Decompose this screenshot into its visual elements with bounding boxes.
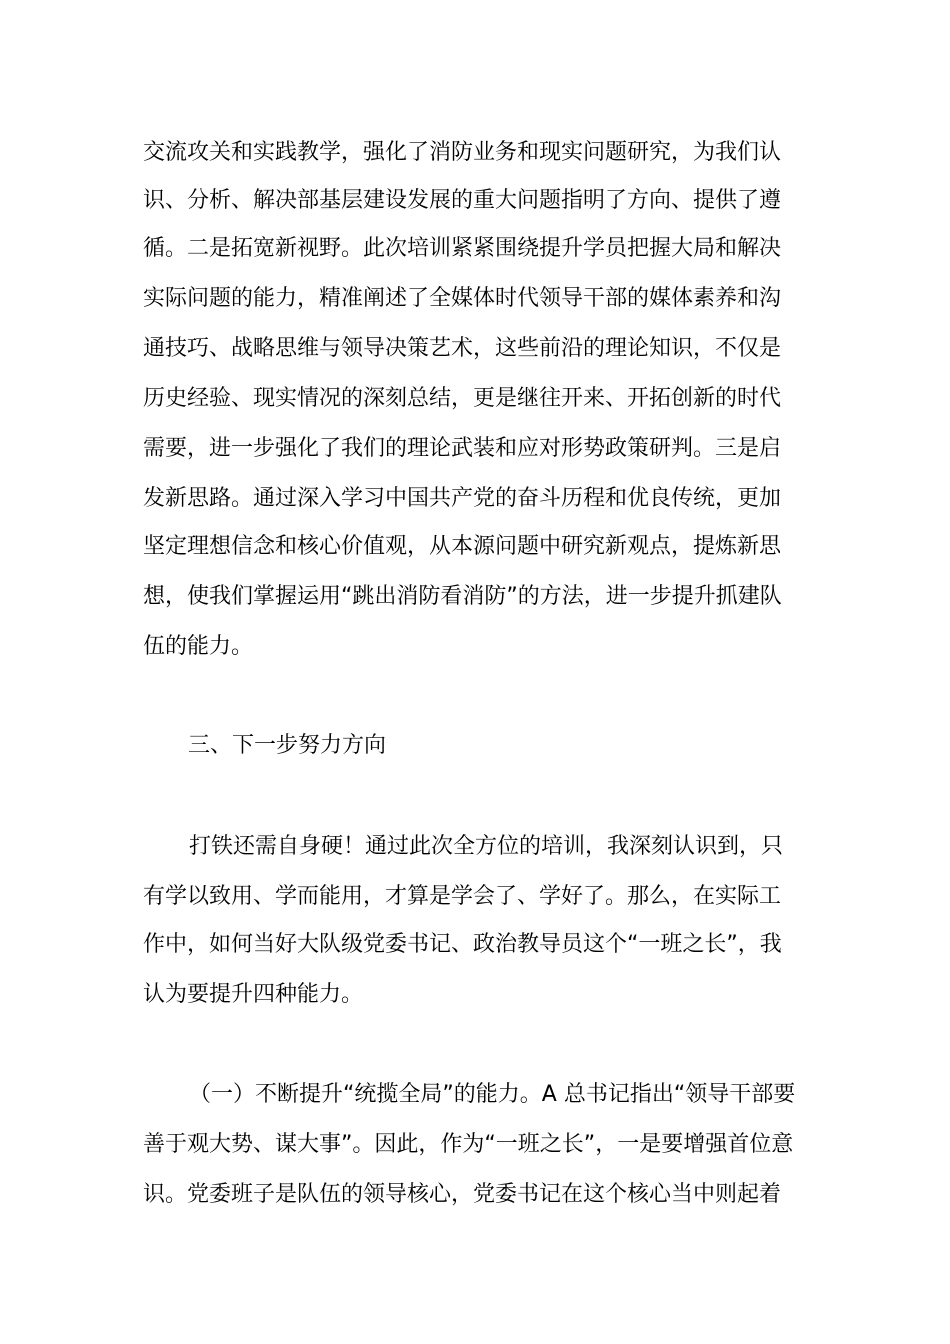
paragraph-line: 历史经验、现实情况的深刻总结，更是继往开来、开拓创新的时代 [143, 386, 782, 411]
paragraph-line: 发新思路。通过深入学习中国共产党的奋斗历程和优良传统，更加 [143, 486, 782, 511]
subsection-heading-line: （一）不断提升“统揽全局”的能力。A 总书记指出“领导干部要 [189, 1082, 796, 1107]
paragraph-line: 善于观大势、谋大事”。因此，作为“一班之长”，一是要增强首位意 [143, 1132, 794, 1157]
section-heading: 三、下一步努力方向 [188, 733, 387, 758]
paragraph-line: 实际问题的能力，精准阐述了全媒体时代领导干部的媒体素养和沟 [143, 286, 782, 311]
paragraph-line: 需要，进一步强化了我们的理论武装和应对形势政策研判。三是启 [143, 436, 782, 461]
paragraph-line: 认为要提升四种能力。 [143, 982, 364, 1007]
paragraph-line: 想，使我们掌握运用“跳出消防看消防”的方法，进一步提升抓建队 [143, 584, 782, 609]
paragraph-line: 伍的能力。 [143, 634, 254, 659]
paragraph-line: 坚定理想信念和核心价值观，从本源问题中研究新观点，提炼新思 [143, 534, 782, 559]
paragraph-line: 交流攻关和实践教学，强化了消防业务和现实问题研究，为我们认 [143, 140, 782, 165]
paragraph-line: 打铁还需自身硬！通过此次全方位的培训，我深刻认识到，只 [189, 834, 784, 859]
paragraph-line: 通技巧、战略思维与领导决策艺术，这些前沿的理论知识，不仅是 [143, 336, 782, 361]
paragraph-line: 识。党委班子是队伍的领导核心，党委书记在这个核心当中则起着 [143, 1182, 782, 1207]
paragraph-line: 循。二是拓宽新视野。此次培训紧紧围绕提升学员把握大局和解决 [143, 236, 782, 261]
paragraph-line: 有学以致用、学而能用，才算是学会了、学好了。那么，在实际工 [143, 884, 782, 909]
paragraph-line: 识、分析、解决部基层建设发展的重大问题指明了方向、提供了遵 [143, 188, 782, 213]
paragraph-line: 作中，如何当好大队级党委书记、政治教导员这个“一班之长”，我 [143, 932, 782, 957]
